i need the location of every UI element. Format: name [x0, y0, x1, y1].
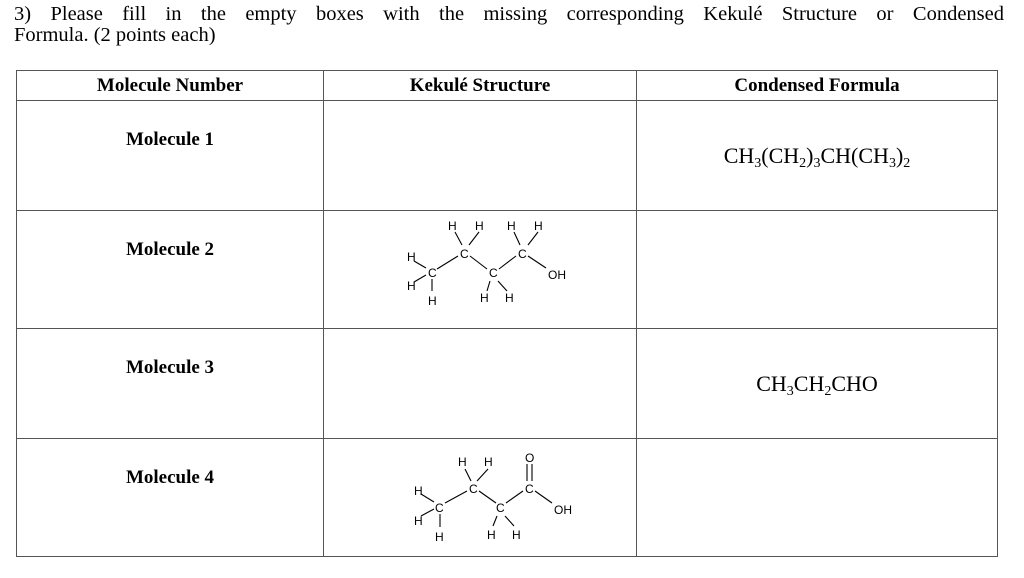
svg-text:OH: OH — [548, 268, 566, 282]
svg-text:H: H — [407, 279, 416, 293]
table-row — [17, 329, 998, 439]
question-line-2: Formula. (2 points each) — [14, 24, 216, 46]
molecule-4-label-cell — [17, 439, 324, 557]
svg-text:H: H — [428, 294, 437, 308]
svg-text:C: C — [435, 501, 444, 515]
molecule-2-formula-cell-empty[interactable] — [637, 211, 998, 329]
molecule-label: Molecule 2 — [125, 239, 215, 260]
molecule-3-kekule-cell-empty[interactable] — [324, 329, 637, 439]
svg-text:H: H — [435, 530, 444, 544]
header-kekule-structure: Kekulé Structure — [324, 71, 637, 101]
molecule-2-label-cell — [17, 211, 324, 329]
svg-text:H: H — [448, 219, 457, 233]
kekule-structure-4 — [324, 439, 636, 556]
molecule-3-label-cell — [17, 329, 324, 439]
table-row — [17, 439, 998, 557]
svg-text:C: C — [460, 247, 469, 261]
svg-text:H: H — [458, 455, 467, 469]
svg-text:H: H — [407, 250, 416, 264]
molecule-4-formula-cell-empty[interactable] — [637, 439, 998, 557]
molecule-1-label-cell — [17, 101, 324, 211]
svg-text:H: H — [507, 219, 516, 233]
svg-text:H: H — [414, 484, 423, 498]
molecule-1-kekule-cell-empty[interactable] — [324, 101, 637, 211]
molecule-table — [16, 70, 998, 557]
kekule-structure-2 — [324, 211, 636, 328]
svg-text:C: C — [525, 482, 534, 496]
svg-text:C: C — [496, 501, 505, 515]
table-row — [17, 211, 998, 329]
header-condensed-formula: Condensed Formula — [637, 71, 998, 101]
svg-text:H: H — [414, 514, 423, 528]
table-row — [17, 101, 998, 211]
svg-text:H: H — [534, 219, 543, 233]
molecule-label: Molecule 3 — [125, 357, 215, 378]
svg-text:H: H — [475, 219, 484, 233]
svg-text:C: C — [428, 266, 437, 280]
molecule-1-formula-cell — [637, 101, 998, 211]
table-header-row — [17, 71, 998, 101]
condensed-formula-3: $CH_3CH_2CHO$ — [756, 371, 878, 399]
header-molecule-number: Molecule Number — [17, 71, 324, 101]
svg-text:H: H — [512, 528, 521, 542]
svg-text:C: C — [469, 482, 478, 496]
svg-text:H: H — [487, 528, 496, 542]
condensed-formula-1: $CH_3(CH_2)_3CH(CH_3)_2$ — [723, 143, 911, 171]
question-line-1: 3) Please fill in the empty boxes with the missing corresponding Kekulé Structure or Condensed — [14, 3, 1004, 25]
svg-text:H: H — [505, 291, 514, 305]
svg-text:H: H — [480, 291, 489, 305]
molecule-2-kekule-cell — [324, 211, 637, 329]
molecule-4-kekule-cell — [324, 439, 637, 557]
svg-text:O: O — [525, 451, 535, 465]
molecule-label: Molecule 4 — [125, 467, 215, 488]
svg-text:OH: OH — [554, 503, 572, 517]
svg-text:H: H — [484, 455, 493, 469]
molecule-label: Molecule 1 — [125, 129, 215, 150]
svg-text:C: C — [518, 247, 527, 261]
molecule-3-formula-cell — [637, 329, 998, 439]
question-text — [14, 4, 1004, 46]
svg-text:C: C — [489, 266, 498, 280]
